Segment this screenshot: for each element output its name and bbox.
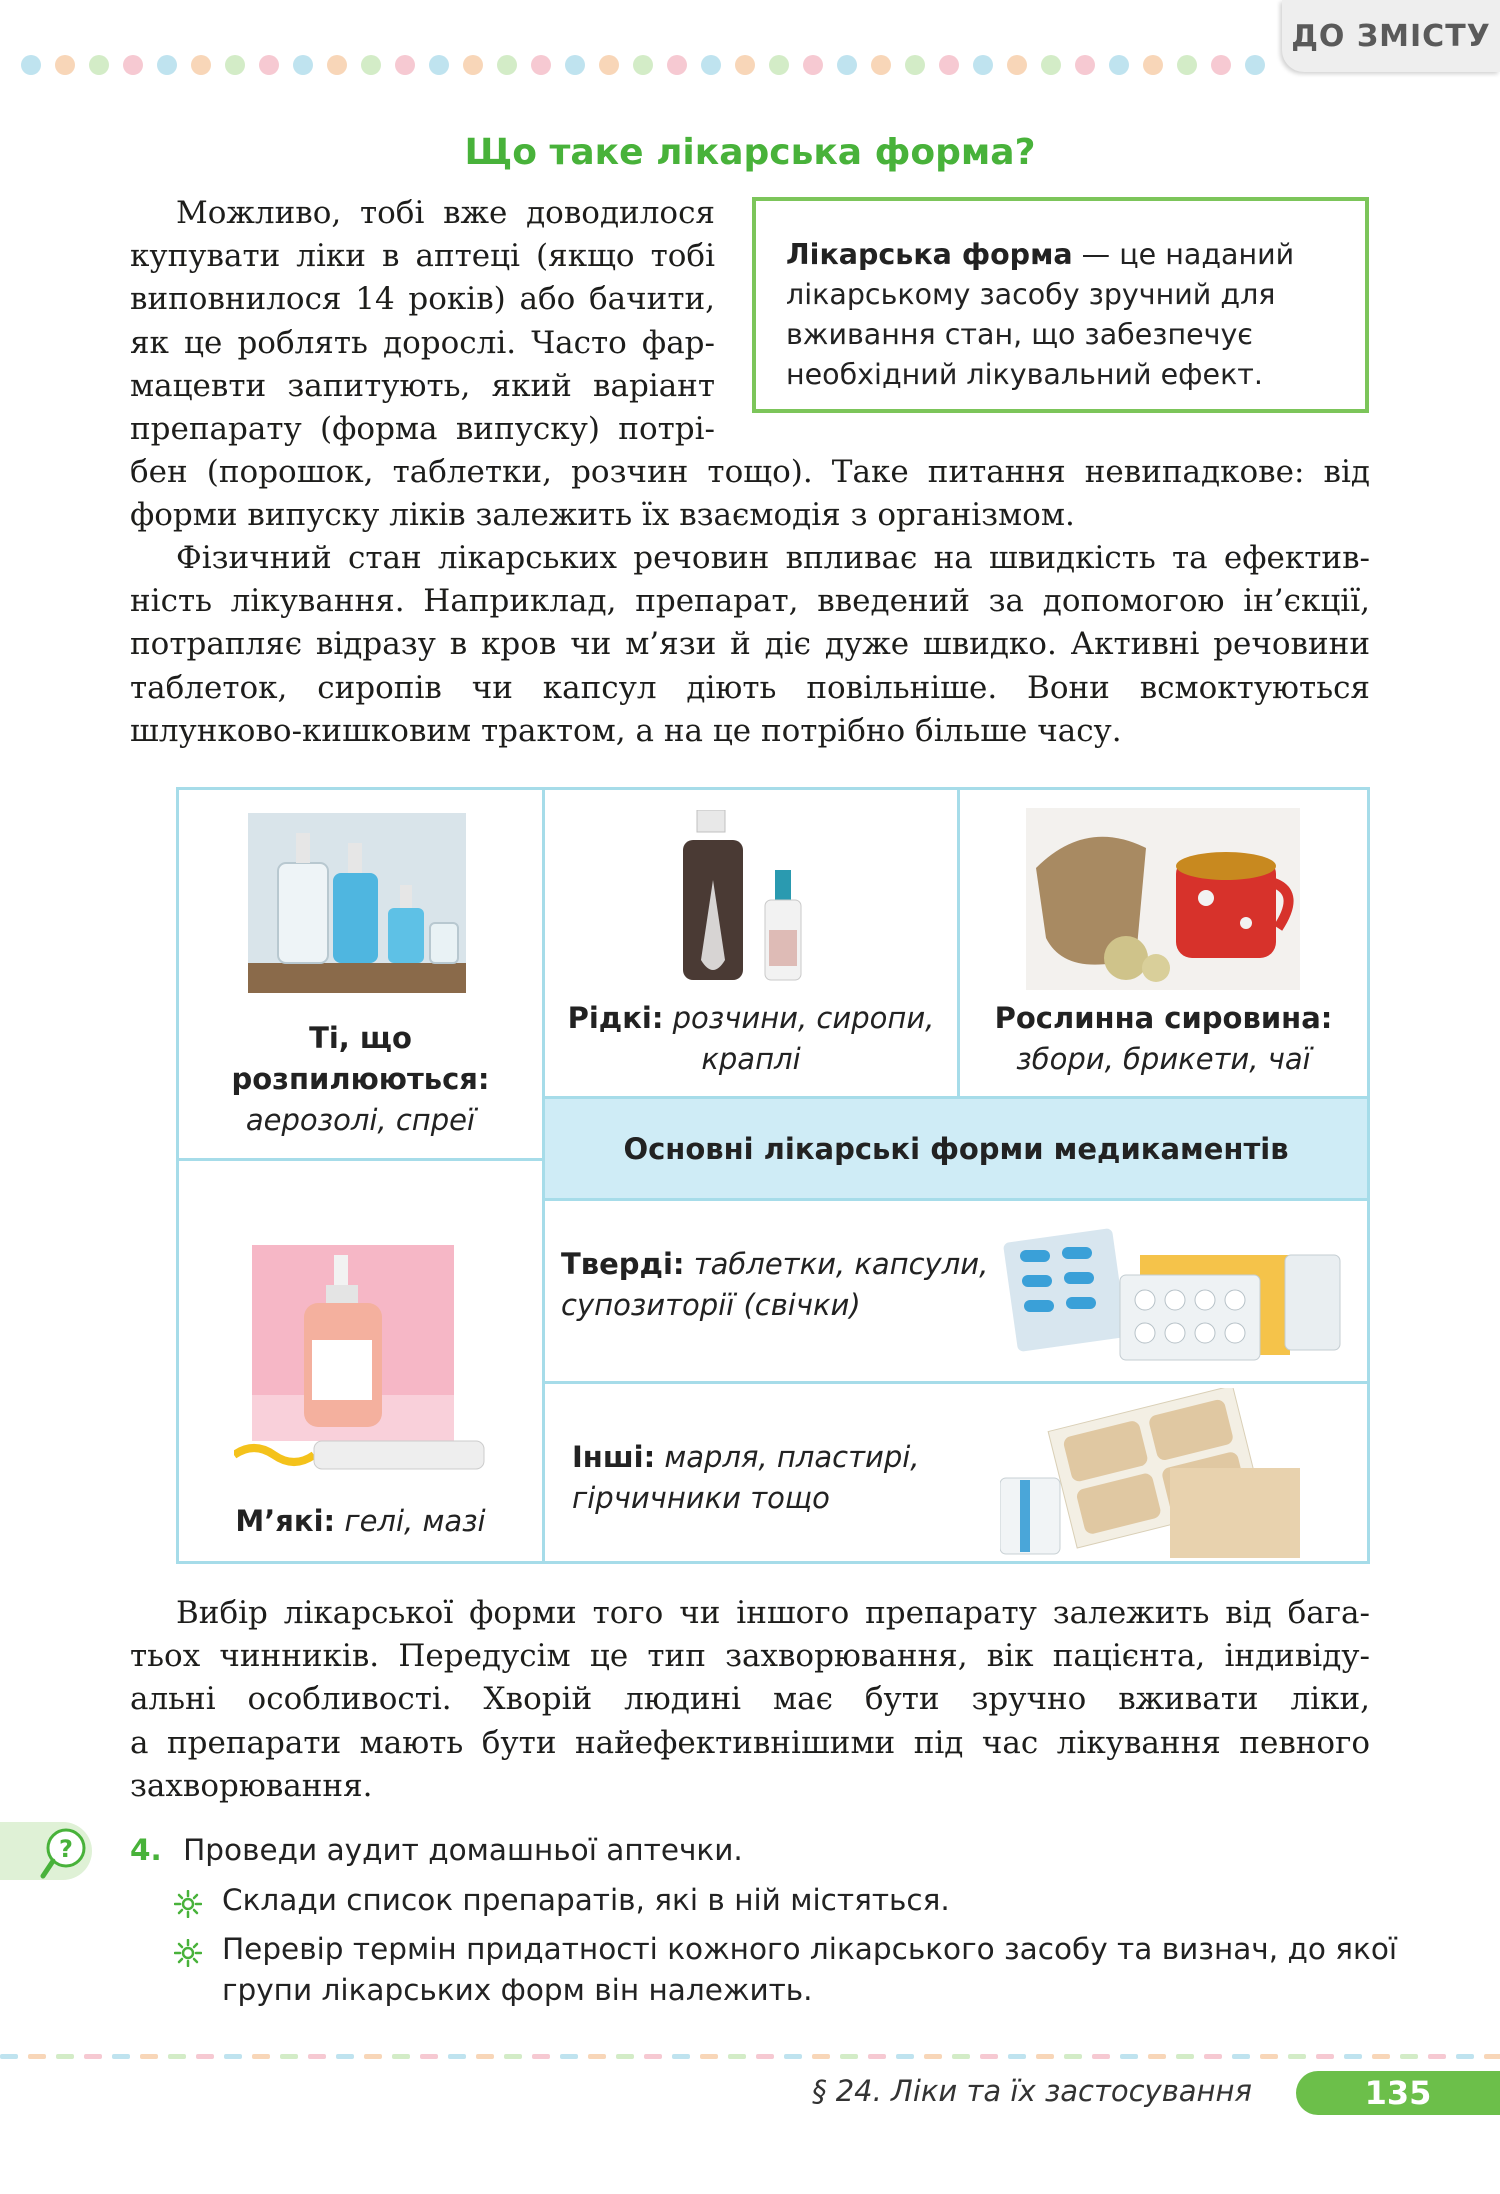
decor-dash: [1260, 2054, 1278, 2059]
text-line: таблеток, сиропів чи капсул діють повільніше. Вони всмоктуються: [130, 669, 1370, 706]
question-marker: [0, 1822, 92, 1880]
text-line: потрапляє відразу в кров чи м’язи й діє дуже швидко. Активні речовини: [130, 626, 1370, 663]
cell-soft: [176, 1158, 545, 1564]
intro-paragraph-wide: [130, 451, 1370, 537]
decor-dash: [1372, 2054, 1390, 2059]
decor-dot: [225, 55, 245, 75]
text-line: тьох чинників. Передусім це тип захворювання, вік пацієнта, індивіду-: [130, 1638, 1370, 1675]
decor-dot: [599, 55, 619, 75]
sprays-items: аерозолі, спреї: [245, 1103, 476, 1137]
decor-dash: [924, 2054, 942, 2059]
soft-label: М’які:: [235, 1504, 336, 1538]
text-line: Можливо, тобі вже доводилося: [176, 195, 715, 231]
dosage-forms-table: [176, 787, 1370, 1564]
task-bullet-text: Склади список препаратів, які в ній містяться.: [222, 1883, 950, 1917]
decor-dot: [89, 55, 109, 75]
cell-other: [542, 1381, 1370, 1564]
task-bullet: [174, 1929, 1398, 2011]
soft-items: гелі, мазі: [344, 1504, 486, 1538]
decor-dot: [837, 55, 857, 75]
decor-dash: [644, 2054, 662, 2059]
liquids-label: Рідкі:: [567, 1001, 664, 1035]
decor-dash: [1484, 2054, 1500, 2059]
decor-dash: [308, 2054, 326, 2059]
decor-dot: [769, 55, 789, 75]
cell-solid: [542, 1198, 1370, 1384]
decor-dash: [980, 2054, 998, 2059]
decor-dot: [667, 55, 687, 75]
decor-dash: [560, 2054, 578, 2059]
sun-bullet-icon: [174, 1939, 202, 1967]
decor-dot: [1245, 55, 1265, 75]
decor-dot: [735, 55, 755, 75]
decor-dash: [756, 2054, 774, 2059]
cell-sprays: [176, 787, 545, 1161]
decor-dot: [21, 55, 41, 75]
herbal-label: Рослинна сировина:: [994, 1001, 1333, 1035]
other-label: Інші:: [572, 1440, 656, 1474]
decor-dash: [196, 2054, 214, 2059]
decor-dot: [939, 55, 959, 75]
task-bullet: [174, 1880, 950, 1921]
decor-dash: [1008, 2054, 1026, 2059]
decor-dash: [1176, 2054, 1194, 2059]
tablets-blister-image: [1000, 1215, 1350, 1375]
text-line: як це роблять дорослі. Часто фар-: [130, 324, 715, 361]
decor-dash: [784, 2054, 802, 2059]
cell-liquids: [542, 787, 960, 1099]
decor-dash: [56, 2054, 74, 2059]
cell-herbal: [957, 787, 1370, 1099]
decor-dash: [1428, 2054, 1446, 2059]
decor-dot: [1109, 55, 1129, 75]
task-number: 4.: [130, 1833, 162, 1867]
decor-dash: [1120, 2054, 1138, 2059]
syrup-bottles-image: [683, 810, 823, 985]
decor-dash: [1400, 2054, 1418, 2059]
sprays-label: розпилюються:: [231, 1062, 490, 1096]
liquids-items: розчини, сиропи,: [672, 1001, 935, 1035]
text-line: Фізичний стан лікарських речовин впливає на швидкість та ефектив-: [176, 540, 1370, 576]
text-line: бен (порошок, таблетки, розчин тощо). Таке питання невипадкове: від: [130, 454, 1370, 490]
paragraph-physical-state: [130, 537, 1370, 753]
decor-dash: [1036, 2054, 1054, 2059]
herbal-items: збори, брикети, чаї: [1016, 1042, 1311, 1076]
plasters-gauze-image: [1000, 1388, 1310, 1562]
decor-dash: [952, 2054, 970, 2059]
decor-dash: [588, 2054, 606, 2059]
text-line: Вибір лікарської форми того чи іншого препарату залежить від бага-: [176, 1595, 1370, 1631]
sun-bullet-icon: [174, 1890, 202, 1918]
sprays-label: Ті, що: [309, 1021, 412, 1055]
decor-dash: [1204, 2054, 1222, 2059]
decor-dot: [429, 55, 449, 75]
gel-ointment-image: [234, 1245, 494, 1475]
intro-paragraph-narrow: [130, 192, 715, 451]
decor-dash: [1344, 2054, 1362, 2059]
decor-dash: [28, 2054, 46, 2059]
definition-text: — це наданий: [1072, 238, 1295, 271]
top-dot-decoration: [20, 52, 1280, 78]
svg-text:?: ?: [59, 1835, 73, 1863]
paragraph-choice: [130, 1592, 1370, 1808]
decor-dot: [293, 55, 313, 75]
decor-dash: [1064, 2054, 1082, 2059]
table-heading-cell: [542, 1096, 1370, 1201]
decor-dot: [803, 55, 823, 75]
decor-dot: [327, 55, 347, 75]
solid-items: супозиторії (свічки): [561, 1288, 861, 1322]
decor-dot: [361, 55, 381, 75]
text-line: мацевти запитують, який варіант: [130, 367, 715, 404]
decor-dash: [672, 2054, 690, 2059]
footer-section-reference: § 24. Ліки та їх застосування: [812, 2074, 1252, 2108]
decor-dash: [168, 2054, 186, 2059]
decor-dash: [1316, 2054, 1334, 2059]
decor-dot: [259, 55, 279, 75]
decor-dash: [1288, 2054, 1306, 2059]
definition-term: Лікарська форма: [786, 238, 1073, 271]
table-heading: Основні лікарські форми медикаментів: [623, 1132, 1289, 1166]
decor-dash: [1092, 2054, 1110, 2059]
decor-dash: [112, 2054, 130, 2059]
decor-dot: [871, 55, 891, 75]
decor-dot: [191, 55, 211, 75]
task-4: [130, 1830, 743, 1871]
text-line: купувати ліки в аптеці (якщо тобі: [130, 238, 715, 275]
decor-dot: [973, 55, 993, 75]
decor-dash: [812, 2054, 830, 2059]
decor-dot: [1007, 55, 1027, 75]
decor-dash: [532, 2054, 550, 2059]
decor-dash: [140, 2054, 158, 2059]
decor-dash: [84, 2054, 102, 2059]
text-line: альні особливості. Хворій людині має бути зручно вживати ліки,: [130, 1681, 1370, 1718]
decor-dot: [905, 55, 925, 75]
decor-dash: [504, 2054, 522, 2059]
decor-dot: [157, 55, 177, 75]
text-line: а препарати мають бути найефективнішими під час лікування певного: [130, 1724, 1370, 1761]
liquids-items: краплі: [701, 1042, 801, 1076]
definition-text: необхідний лікувальний ефект.: [786, 358, 1263, 391]
decor-dash: [448, 2054, 466, 2059]
decor-dot: [531, 55, 551, 75]
question-magnifier-icon: [40, 1826, 90, 1880]
decor-dot: [565, 55, 585, 75]
decor-dot: [1041, 55, 1061, 75]
decor-dash: [224, 2054, 242, 2059]
spray-bottles-image: [248, 813, 466, 993]
table-of-contents-tab[interactable]: ДО ЗМІСТУ: [1282, 0, 1500, 72]
decor-dot: [1211, 55, 1231, 75]
definition-text: вживання стан, що забезпечує: [786, 318, 1253, 351]
task-text: Проведи аудит домашньої аптечки.: [183, 1833, 743, 1867]
decor-dot: [1143, 55, 1163, 75]
decor-dot: [395, 55, 415, 75]
text-line: виповнилося 14 років) або бачити,: [130, 281, 715, 318]
text-line: ність лікування. Наприклад, препарат, введений за допомогою ін’єкції,: [130, 583, 1370, 620]
decor-dash: [1148, 2054, 1166, 2059]
definition-box: [752, 197, 1369, 413]
other-items: марля, пластирі,: [664, 1440, 920, 1474]
decor-dash: [252, 2054, 270, 2059]
decor-dash: [392, 2054, 410, 2059]
decor-dash: [1232, 2054, 1250, 2059]
decor-dash: [1456, 2054, 1474, 2059]
decor-dash: [280, 2054, 298, 2059]
decor-dash: [868, 2054, 886, 2059]
footer-dash-decoration: [0, 2054, 1500, 2060]
page-number: 135: [1296, 2071, 1500, 2115]
decor-dash: [420, 2054, 438, 2059]
decor-dot: [701, 55, 721, 75]
decor-dash: [364, 2054, 382, 2059]
decor-dash: [616, 2054, 634, 2059]
task-bullet-text: Перевір термін придатності кожного лікарського засобу та визнач, до якої: [222, 1932, 1398, 1966]
decor-dash: [700, 2054, 718, 2059]
text-line: захворювання.: [130, 1767, 373, 1804]
solid-items: таблетки, капсули,: [693, 1247, 989, 1281]
decor-dash: [728, 2054, 746, 2059]
decor-dot: [55, 55, 75, 75]
decor-dash: [0, 2054, 18, 2059]
decor-dot: [1177, 55, 1197, 75]
other-items: гірчичники тощо: [572, 1481, 830, 1515]
decor-dash: [896, 2054, 914, 2059]
herbal-tea-image: [1026, 808, 1300, 990]
text-line: форми випуску ліків залежить їх взаємодія з організмом.: [130, 497, 1075, 534]
decor-dot: [1075, 55, 1095, 75]
decor-dot: [497, 55, 517, 75]
decor-dash: [840, 2054, 858, 2059]
text-line: шлунково-кишковим трактом, а на це потрібно більше часу.: [130, 712, 1122, 749]
decor-dash: [336, 2054, 354, 2059]
decor-dot: [463, 55, 483, 75]
decor-dash: [476, 2054, 494, 2059]
decor-dot: [123, 55, 143, 75]
section-title: Що таке лікарська форма?: [464, 132, 1036, 173]
decor-dot: [633, 55, 653, 75]
task-bullet-text: групи лікарських форм він належить.: [222, 1973, 813, 2007]
definition-text: лікарському засобу зручний для: [786, 278, 1276, 311]
solid-label: Тверді:: [561, 1247, 685, 1281]
text-line: препарату (форма випуску) потрі-: [130, 411, 715, 448]
